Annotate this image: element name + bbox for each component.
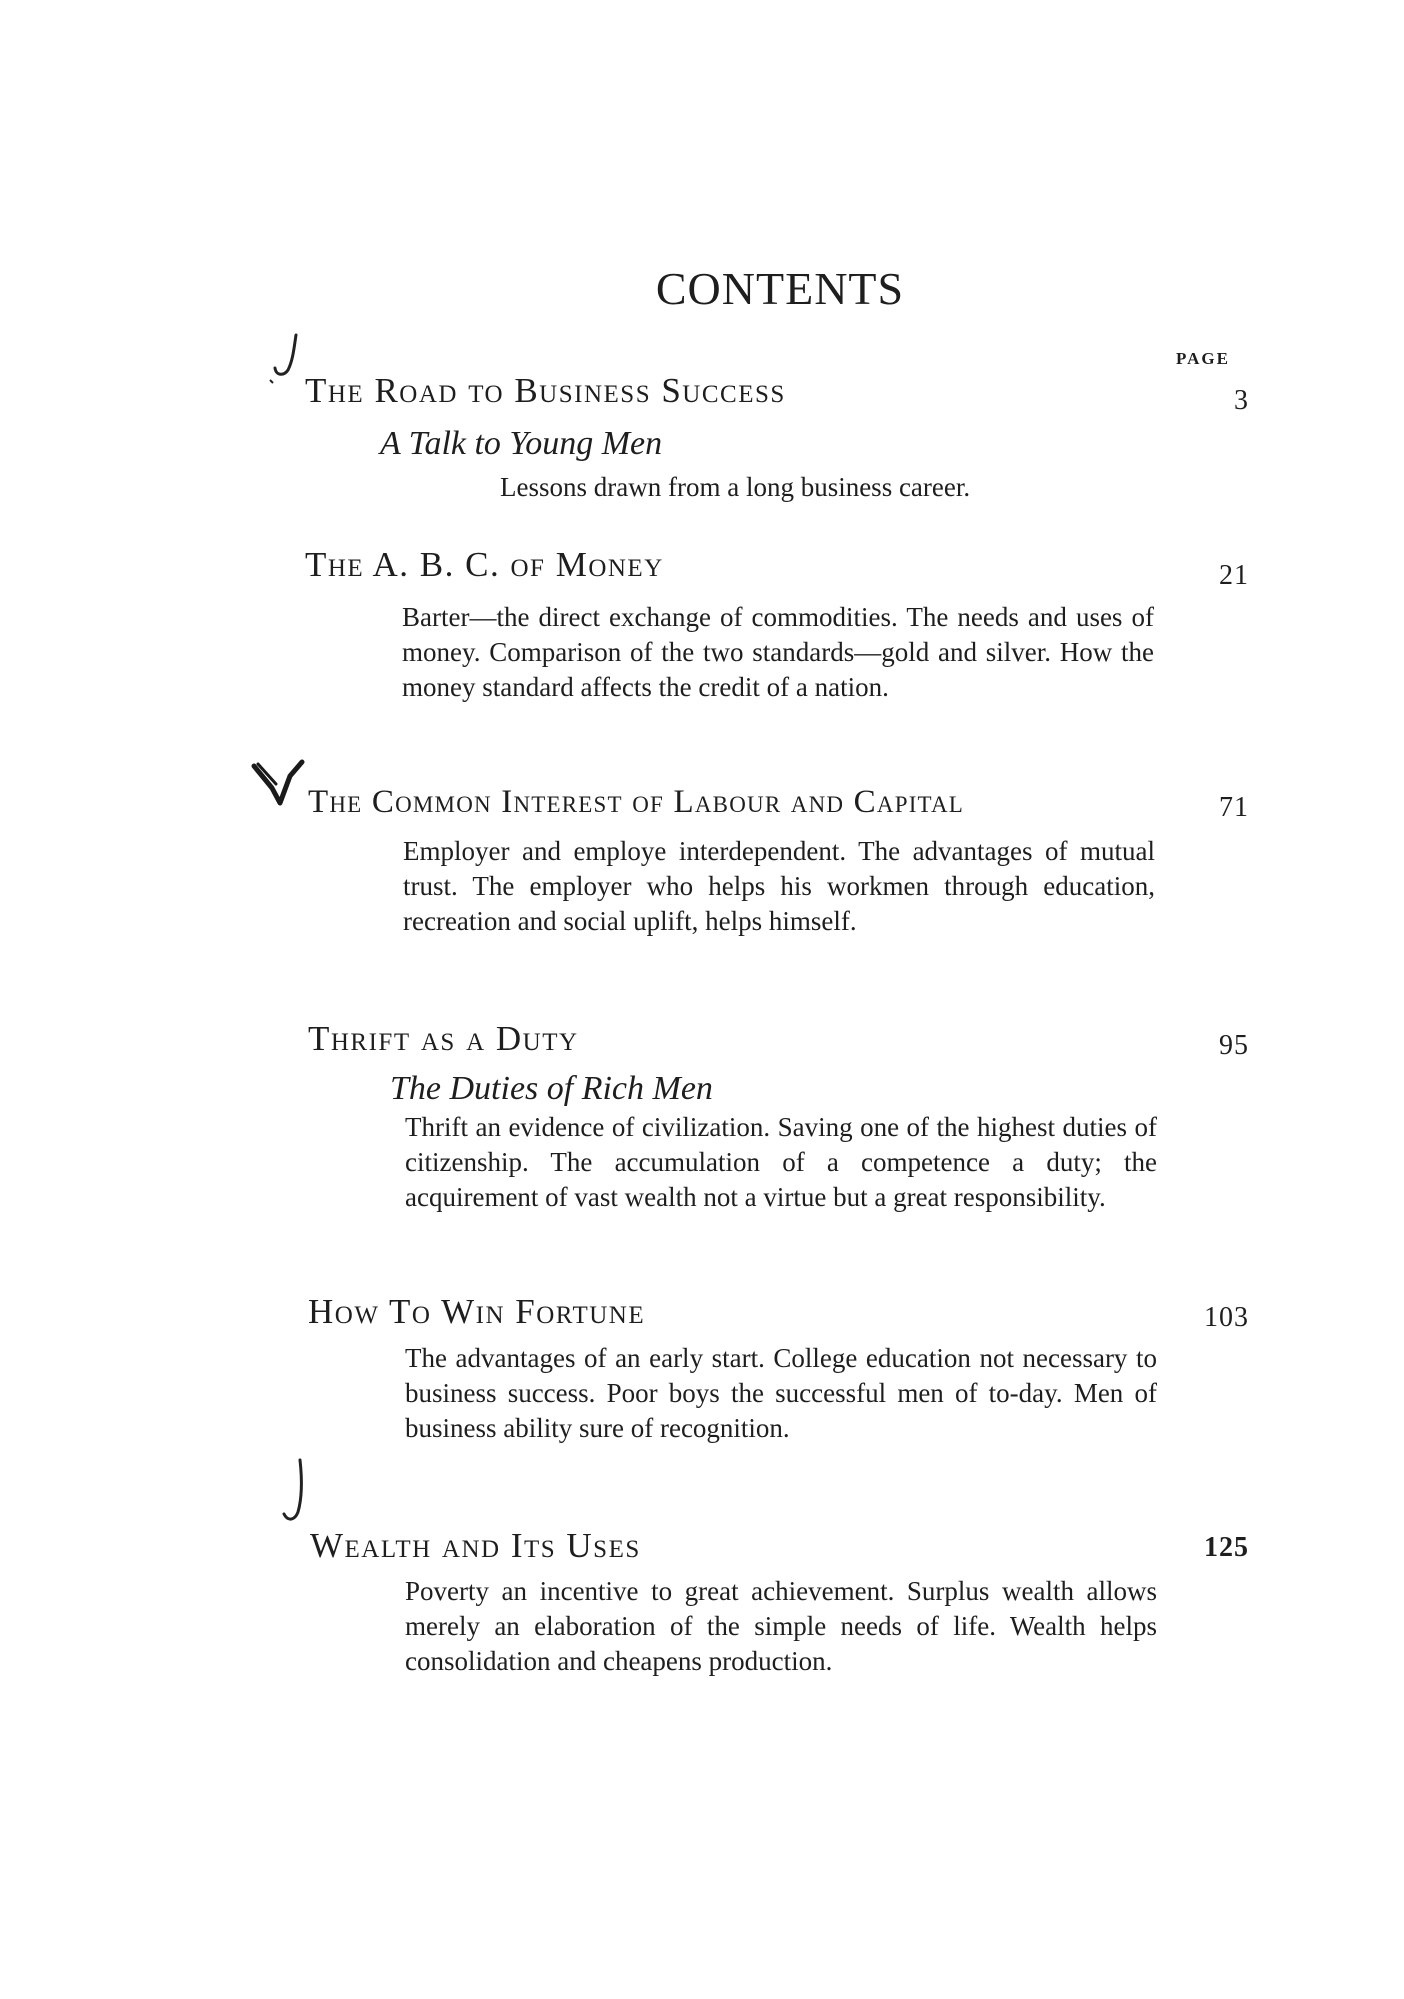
entry-title: Thrift as a Duty (308, 1019, 579, 1058)
entry-title: The Road to Business Success (305, 371, 786, 410)
entry-page-number: 3 (1234, 385, 1249, 416)
entry-title: The A. B. C. of Money (305, 545, 664, 584)
entry-page-number: 71 (1219, 792, 1249, 823)
entry-title: How To Win Fortune (308, 1292, 646, 1331)
entry-title: The Common Interest of Labour and Capital (308, 784, 965, 820)
handwritten-check-icon (250, 758, 310, 818)
entry-subtitle: The Duties of Rich Men (390, 1070, 713, 1107)
entry-description: Lessons drawn from a long business career. (500, 472, 971, 502)
entry-page-number: 103 (1204, 1302, 1249, 1333)
entry-description: Poverty an incentive to great achievement. Surplus wealth allows merely an elaboration of the simple needs of life. Wealth helps consolidation and cheapens production. (405, 1576, 1157, 1676)
entry-page-number: 21 (1219, 560, 1249, 591)
entry-description: Barter—the direct exchange of commodities. The needs and uses of money. Comparison of the two standards—gold and silver. How the money standard affects the credit of a nation. (402, 602, 1154, 702)
entry-page-number: 95 (1219, 1030, 1249, 1061)
entry-description: Employer and employe interdependent. The advantages of mutual trust. The employer who helps his workmen through education, recreation and social uplift, helps himself. (403, 836, 1155, 936)
entry-description: Thrift an evidence of civilization. Saving one of the highest duties of citizenship. The accumulation of a competence a duty; the acquirement of vast wealth not a virtue but a great responsibility. (405, 1112, 1157, 1212)
page-column-label: PAGE (1176, 349, 1230, 368)
entry-title: Wealth and Its Uses (310, 1526, 641, 1565)
page-title: CONTENTS (655, 263, 905, 314)
entry-page-number: 125 (1204, 1532, 1249, 1563)
entry-subtitle: A Talk to Young Men (380, 425, 663, 462)
handwritten-check-icon (266, 330, 306, 385)
entry-description: The advantages of an early start. College education not necessary to business success. Poor boys the successful men of to-day. Men of business ability sure of recognition. (405, 1343, 1157, 1443)
handwritten-check-icon (276, 1456, 312, 1528)
